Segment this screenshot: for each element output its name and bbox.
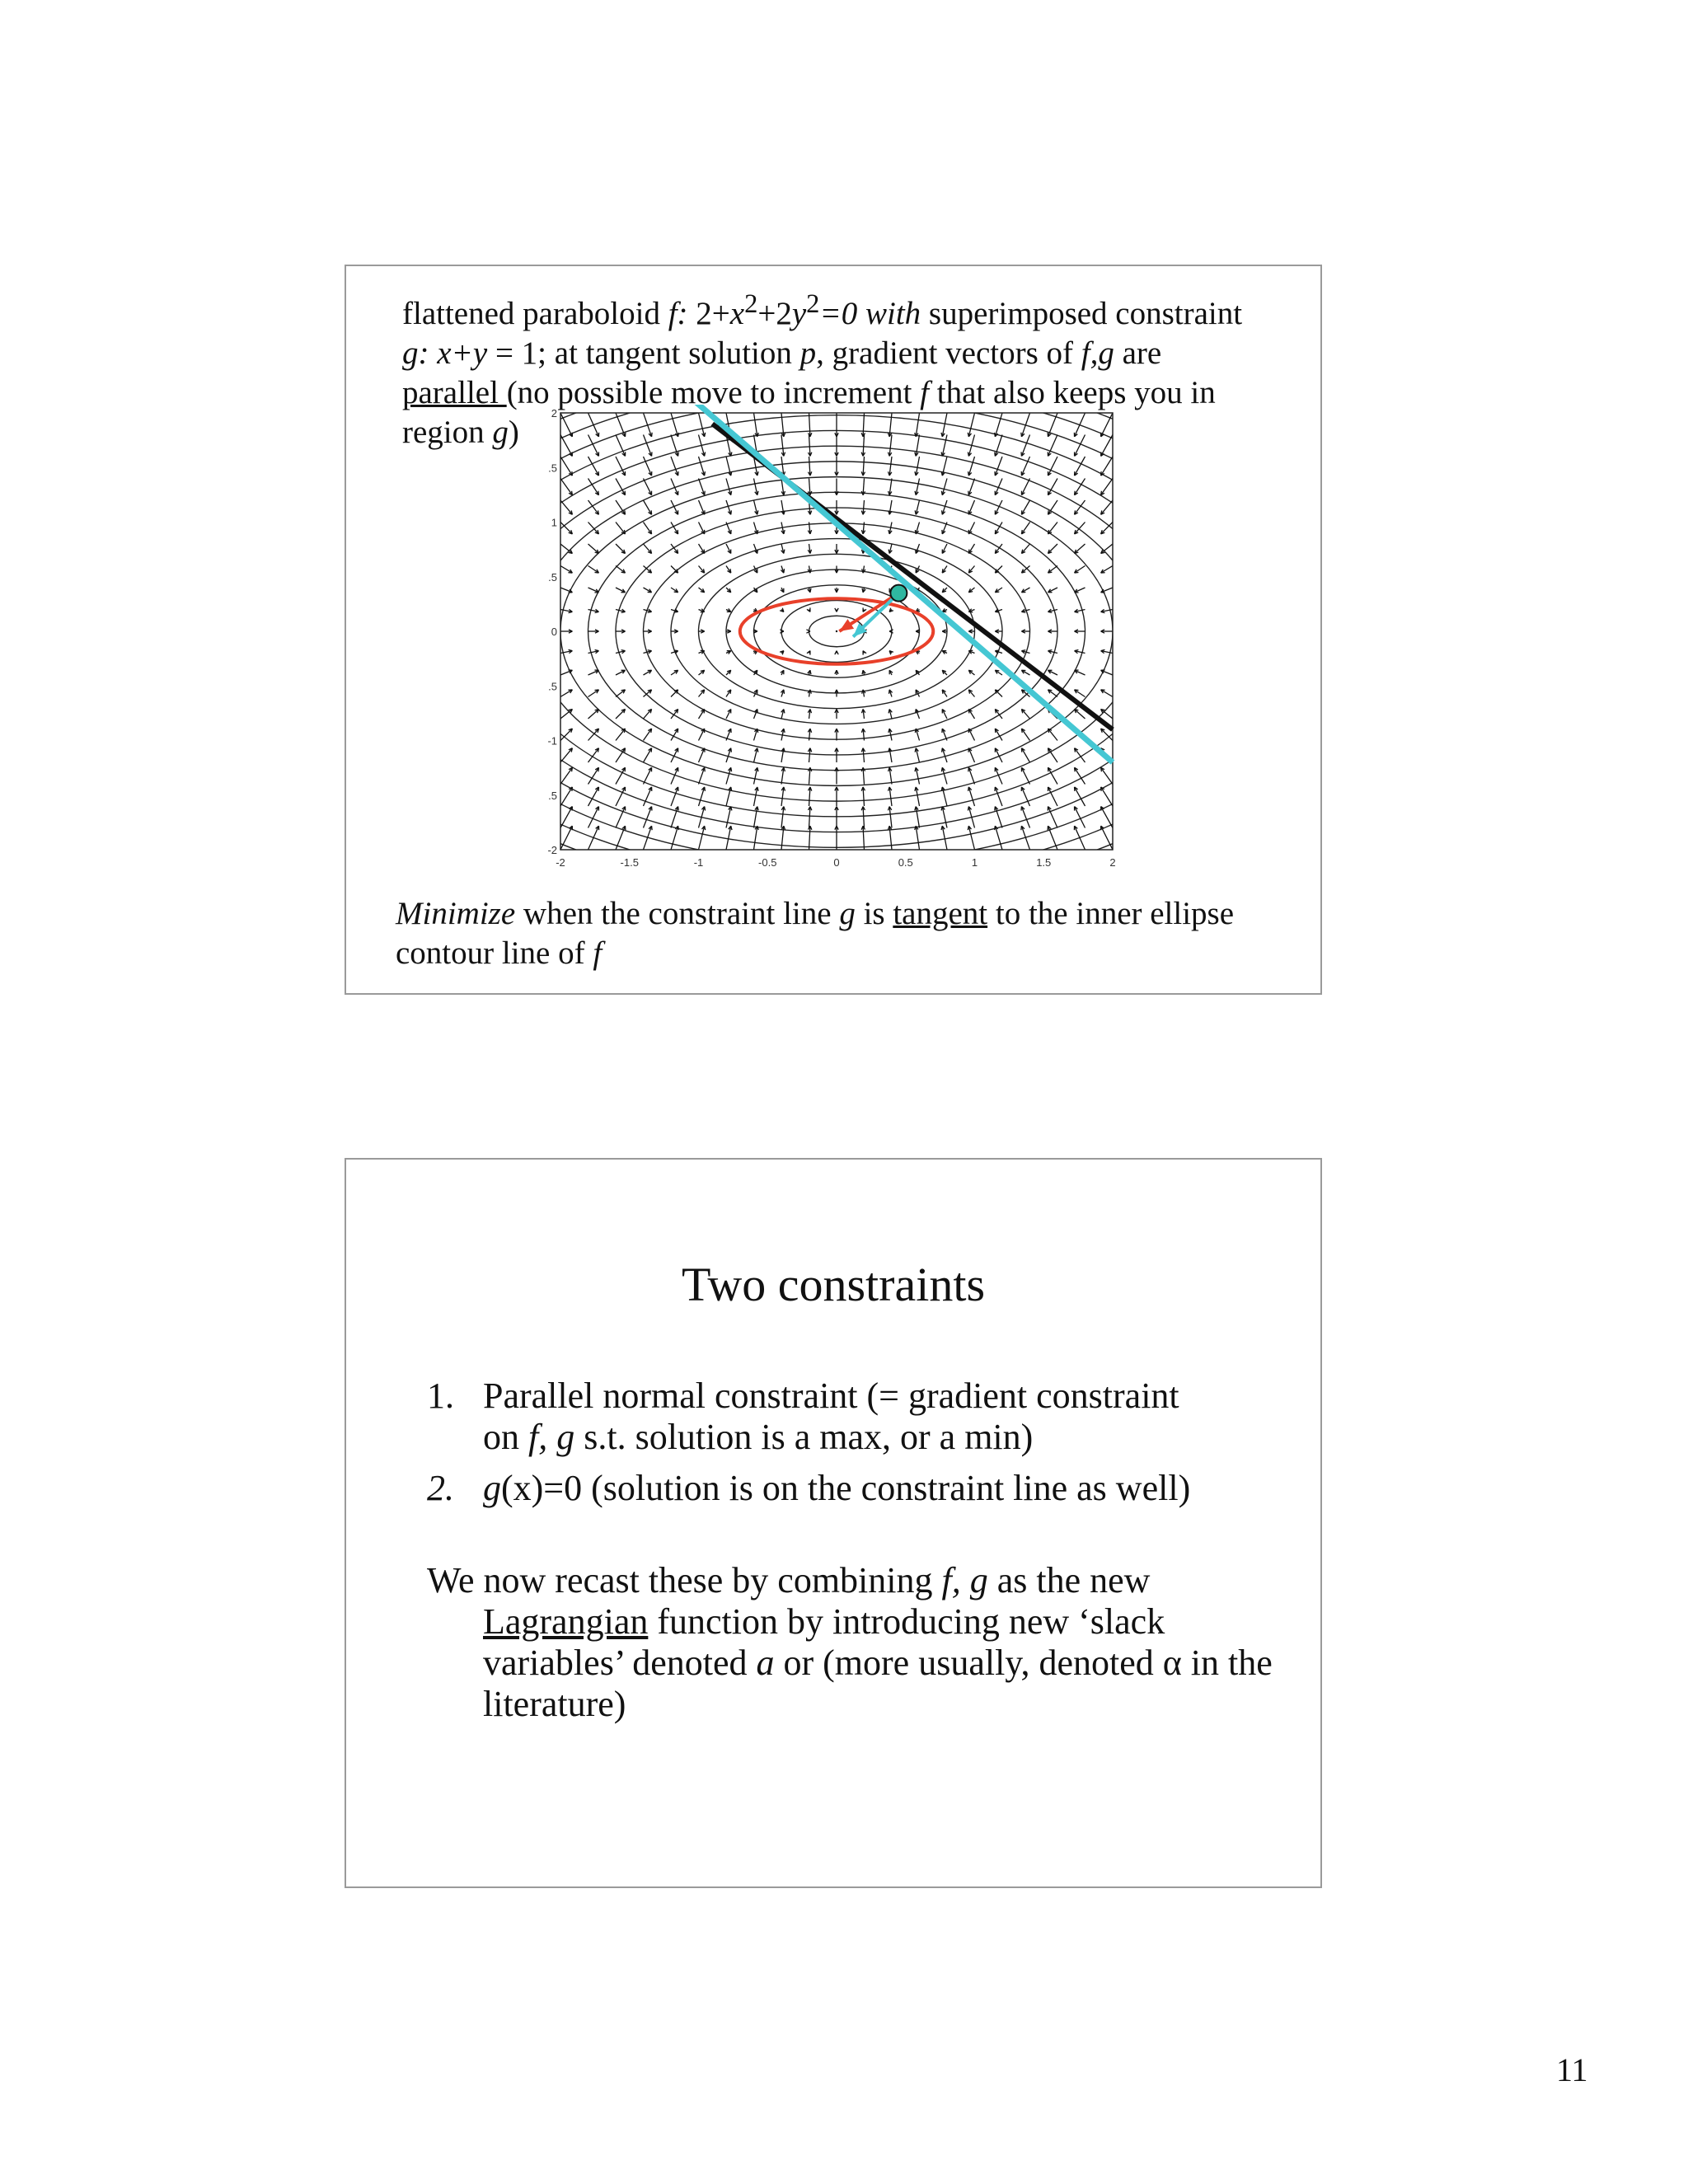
gradient-arrow — [1101, 807, 1113, 828]
gradient-arrow — [699, 413, 705, 437]
gradient-arrow — [644, 544, 652, 554]
gradient-arrow — [1101, 457, 1113, 476]
gradient-arrow — [1048, 729, 1057, 740]
gradient-arrow — [863, 807, 864, 828]
gradient-arrow — [726, 826, 731, 850]
with-word: with — [865, 296, 921, 331]
gradient-arrow — [1101, 787, 1113, 806]
gradient-arrow — [616, 709, 626, 719]
list-item — [427, 1468, 1301, 1509]
gradient-arrow — [560, 500, 572, 514]
gradient-arrow — [644, 523, 652, 534]
y-tick-label: 1 — [551, 516, 557, 529]
tangent-line-cyan — [696, 405, 1113, 762]
gradient-arrow — [809, 413, 810, 437]
slide1-caption — [396, 894, 1294, 973]
slide-two-constraints — [345, 1158, 1322, 1888]
gradient-arrow — [560, 435, 572, 457]
gradient-arrow — [1021, 523, 1029, 534]
gradient-arrow — [1021, 807, 1029, 828]
text-run: that also keeps you in — [929, 375, 1216, 410]
gradient-arrow — [1048, 544, 1057, 554]
gradient-arrow — [754, 826, 757, 850]
gradient-arrow — [1075, 544, 1085, 554]
gradient-arrow — [916, 826, 919, 850]
gradient-arrow — [644, 807, 652, 828]
superscript: 2 — [744, 289, 758, 319]
gradient-arrow — [942, 413, 947, 437]
gradient-arrow — [836, 630, 837, 632]
gradient-arrow — [560, 767, 572, 784]
gradient-arrow — [588, 767, 599, 784]
gradient-arrow — [588, 709, 599, 719]
g-symbol: g — [839, 896, 856, 931]
gradient-arrow — [1021, 479, 1029, 495]
gradient-arrow — [644, 500, 652, 514]
gradient-arrow — [699, 826, 705, 850]
gradient-arrow — [560, 787, 572, 806]
text-run: on — [483, 1417, 528, 1457]
y-tick-label: .5 — [548, 570, 557, 583]
gradient-arrow — [588, 457, 599, 476]
gradient-arrow — [588, 413, 599, 437]
list-number: 2. — [427, 1468, 454, 1508]
text-run: We now recast these by combining — [427, 1560, 942, 1601]
text-run: are — [1114, 335, 1162, 371]
gradient-arrow — [1101, 479, 1113, 495]
x-tick-label: -0.5 — [758, 856, 777, 869]
y-tick-label: .5 — [548, 789, 557, 802]
gradient-arrow — [809, 435, 810, 457]
gradient-arrow — [671, 787, 678, 806]
gradient-arrow — [1021, 435, 1029, 457]
x-tick-label: 1.5 — [1036, 856, 1052, 869]
gradient-arrow — [588, 826, 599, 850]
gradient-arrow — [863, 435, 864, 457]
gradient-arrow — [644, 729, 652, 740]
p-symbol: p — [799, 335, 817, 371]
constraint-list — [427, 1376, 1301, 1725]
gradient-arrow — [588, 479, 599, 495]
gradient-arrow — [1075, 709, 1085, 719]
text-run — [429, 335, 438, 371]
plot-layer — [536, 405, 1118, 899]
x-tick-label: 0.5 — [898, 856, 913, 869]
y-tick-label: -1 — [547, 734, 557, 748]
gradient-arrow — [942, 826, 947, 850]
gradient-arrow — [1075, 457, 1085, 476]
text-run: (x)=0 (solution is on the constraint line as well) — [501, 1468, 1191, 1508]
x-tick-label: 2 — [1109, 856, 1116, 869]
gradient-arrow — [863, 413, 864, 437]
gradient-arrow — [1021, 767, 1029, 784]
contour-plot — [536, 405, 1118, 899]
slide-contour-plot — [345, 265, 1322, 995]
gradient-arrow — [616, 544, 626, 554]
f-symbol: f — [920, 375, 930, 410]
text-run: superimposed constraint — [921, 296, 1243, 331]
f-label: f: — [668, 296, 688, 331]
gradient-arrow — [644, 748, 652, 762]
gradient-arrow — [644, 435, 652, 457]
gradient-arrow — [560, 457, 572, 476]
gradient-arrow — [671, 413, 678, 437]
gradient-arrow — [916, 413, 919, 437]
fg-symbol: f,g — [1081, 335, 1114, 371]
x-tick-label: -1 — [693, 856, 704, 869]
text-run: or (more usually, denoted — [774, 1643, 1163, 1683]
gradient-arrow — [644, 709, 652, 719]
gradient-arrow — [1075, 826, 1085, 850]
gradient-arrow — [1075, 767, 1085, 784]
minimize-word: Minimize — [396, 896, 516, 931]
tangent-point — [890, 585, 907, 602]
x-tick-label: -1.5 — [620, 856, 639, 869]
text-run: = 1; at tangent solution — [487, 335, 800, 371]
gradient-arrow — [995, 826, 1002, 850]
y-tick-label: 2 — [551, 407, 557, 419]
text-run: Parallel normal constraint (= gradient constraint — [483, 1376, 1179, 1416]
recast-paragraph — [427, 1560, 1301, 1725]
gradient-arrow — [1101, 767, 1113, 784]
text-run: (no possible move to increment — [506, 375, 921, 410]
gradient-arrow — [560, 807, 572, 828]
x-tick-label: 0 — [833, 856, 840, 869]
text-run: +2 — [757, 296, 792, 331]
contour-line — [536, 405, 1118, 894]
gradient-arrow — [995, 457, 1002, 476]
y-tick-label: 0 — [551, 626, 557, 638]
g-symbol: g — [483, 1468, 501, 1508]
x-tick-label: -2 — [556, 856, 565, 869]
y-tick-label: -2 — [547, 844, 557, 856]
gradient-arrow — [1048, 523, 1057, 534]
y-tick-label: .5 — [548, 462, 557, 475]
y-tick-label: .5 — [548, 680, 557, 693]
gradient-arrow — [560, 479, 572, 495]
text-run: region — [402, 415, 493, 450]
fg-symbol: f, g — [941, 1560, 988, 1601]
gradient-arrow — [1021, 748, 1029, 762]
text-run: contour line of — [396, 935, 593, 971]
plot-area — [536, 405, 1118, 899]
f-symbol: f — [593, 935, 603, 971]
gradient-arrow — [560, 748, 572, 762]
a-symbol: a — [756, 1643, 775, 1683]
gradient-arrow — [1075, 413, 1085, 437]
gradient-arrow — [1021, 544, 1029, 554]
text-run: to the inner ellipse — [987, 896, 1235, 931]
gradient-arrow — [968, 826, 974, 850]
text-run: when the constraint line — [515, 896, 840, 931]
gradient-arrow-head — [863, 651, 866, 655]
gradient-arrow — [995, 787, 1002, 806]
gradient-arrow-head — [807, 607, 810, 612]
parallel-word: parallel — [402, 375, 507, 410]
y-symbol: y — [791, 296, 807, 331]
gradient-arrow — [1021, 709, 1029, 719]
gradient-arrow — [1101, 435, 1113, 457]
list-item — [427, 1376, 1301, 1458]
gradient-arrow — [588, 544, 599, 554]
gradient-arrow-head — [807, 651, 810, 655]
superscript: 2 — [806, 289, 820, 319]
gradient-arrow — [588, 787, 599, 806]
text-run: s.t. solution is a max, or a min) — [574, 1417, 1034, 1457]
text-run: is — [855, 896, 893, 931]
gradient-arrow — [754, 413, 757, 437]
g-label: g: — [402, 335, 429, 371]
gradient-arrow — [671, 826, 678, 850]
gradient-arrow — [809, 807, 810, 828]
gradient-arrow — [863, 826, 864, 850]
g-symbol: g — [492, 415, 509, 450]
constraint-expression: x+y — [437, 335, 488, 371]
gradient-arrow — [1075, 787, 1085, 806]
gradient-arrow — [1101, 500, 1113, 514]
text-run: as the new — [987, 1560, 1151, 1601]
x-symbol: x — [729, 296, 745, 331]
gradient-arrow — [644, 767, 652, 784]
gradient-arrow — [809, 826, 810, 850]
page-number: 11 — [1556, 2051, 1588, 2088]
text-run: 2+ — [687, 296, 730, 331]
tangent-word: tangent — [893, 896, 988, 931]
fg-symbol: f, g — [528, 1417, 575, 1457]
text-run: , gradient vectors of — [816, 335, 1081, 371]
contour-line — [536, 405, 1118, 879]
text-run: ) — [508, 415, 519, 450]
lagrangian-word: Lagrangian — [483, 1601, 649, 1642]
equals-zero: =0 — [819, 296, 858, 331]
gradient-arrow — [644, 479, 652, 495]
gradient-arrow — [616, 729, 626, 740]
alpha-symbol: α — [1162, 1643, 1182, 1683]
text-run: in the literature) — [483, 1643, 1273, 1724]
x-tick-label: 1 — [971, 856, 978, 869]
gradient-arrow — [1021, 729, 1029, 740]
text-run: flattened paraboloid — [402, 296, 668, 331]
text-run: function by introducing new ‘slack variables’ denoted — [483, 1601, 1165, 1683]
gradient-arrow-head — [863, 607, 866, 612]
gradient-arrow — [968, 413, 974, 437]
gradient-arrow — [616, 523, 626, 534]
gradient-arrow — [1021, 500, 1029, 514]
gradient-arrow — [995, 413, 1002, 437]
gradient-arrow — [1075, 479, 1085, 495]
gradient-arrow — [671, 457, 678, 476]
list-number: 1. — [427, 1376, 454, 1416]
slide-title: Two constraints — [681, 1258, 986, 1311]
